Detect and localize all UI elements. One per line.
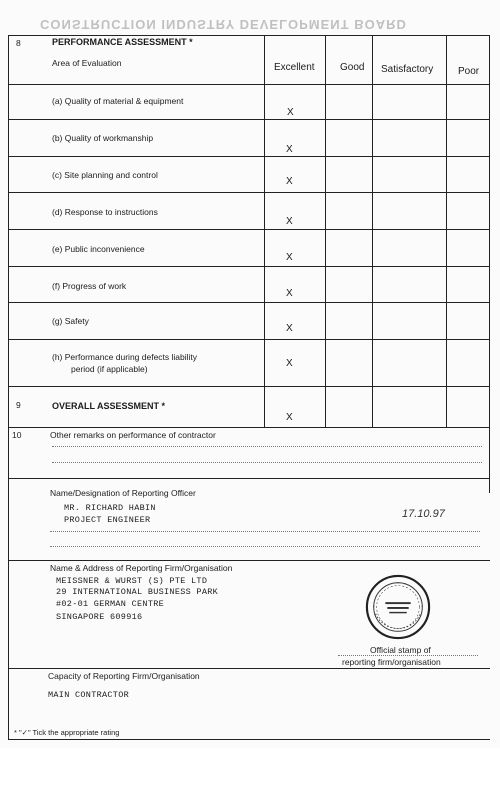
official-stamp-icon: [360, 725, 361, 726]
rating-mark-c: X: [286, 176, 293, 187]
officer-designation: PROJECT ENGINEER: [64, 515, 151, 525]
section-10-number: 10: [12, 430, 22, 440]
column-excellent: Excellent: [274, 62, 315, 73]
footnote: * "✓" Tick the appropriate rating: [14, 728, 120, 737]
bleed-through-text: CONSTRUCTION INDUSTRY DEVELOPMENT BOARD: [40, 17, 407, 32]
rating-mark-f: X: [286, 288, 293, 299]
signature-date: 17.10.97: [402, 508, 445, 520]
row-label-f: (f) Progress of work: [52, 281, 127, 291]
firm-address-line-2: 29 INTERNATIONAL BUSINESS PARK: [56, 587, 219, 597]
section-10-title: Other remarks on performance of contractor: [50, 430, 216, 440]
company-seal-drawing-icon: [364, 573, 432, 641]
row-label-b: (b) Quality of workmanship: [52, 133, 154, 143]
stamp-caption-line-2: reporting firm/organisation: [342, 657, 441, 667]
row-label-g: (g) Safety: [52, 316, 89, 326]
row-label-h: (h) Performance during defects liability: [52, 352, 198, 362]
officer-name: MR. RICHARD HABIN: [64, 503, 156, 513]
row-label-c: (c) Site planning and control: [52, 170, 158, 180]
stamp-seal-render-icon: [364, 723, 432, 791]
rating-mark-b: X: [286, 144, 293, 155]
row-label-d: (d) Response to instructions: [52, 207, 158, 217]
capacity-label: Capacity of Reporting Firm/Organisation: [48, 671, 200, 681]
row-label-a: (a) Quality of material & equipment: [52, 96, 184, 106]
reporting-officer-label: Name/Designation of Reporting Officer: [50, 488, 196, 498]
section-8-title: PERFORMANCE ASSESSMENT *: [52, 37, 193, 47]
firm-address-line-3: #02-01 GERMAN CENTRE: [56, 599, 165, 609]
section-8-number: 8: [16, 38, 21, 48]
section-9-title: OVERALL ASSESSMENT *: [52, 401, 166, 411]
rating-mark-a: X: [287, 107, 294, 118]
rating-mark-h: X: [286, 358, 293, 369]
reporting-firm-label: Name & Address of Reporting Firm/Organisation: [50, 563, 233, 573]
capacity-value: MAIN CONTRACTOR: [48, 690, 130, 700]
column-satisfactory: Satisfactory: [381, 64, 434, 75]
row-label-h-continued: period (if applicable): [71, 364, 148, 374]
rating-mark-overall: X: [286, 412, 293, 423]
rating-mark-d: X: [286, 216, 293, 227]
firm-address-line-1: MEISSNER & WURST (S) PTE LTD: [56, 576, 208, 586]
rating-mark-g: X: [286, 323, 293, 334]
area-of-evaluation-header: Area of Evaluation: [52, 58, 122, 68]
rating-mark-e: X: [286, 252, 293, 263]
stamp-caption-line-1: Official stamp of: [370, 645, 431, 655]
firm-address-line-4: SINGAPORE 609916: [56, 612, 143, 622]
section-9-number: 9: [16, 400, 21, 410]
column-poor: Poor: [458, 66, 480, 77]
column-good: Good: [340, 62, 365, 73]
row-label-e: (e) Public inconvenience: [52, 244, 145, 254]
